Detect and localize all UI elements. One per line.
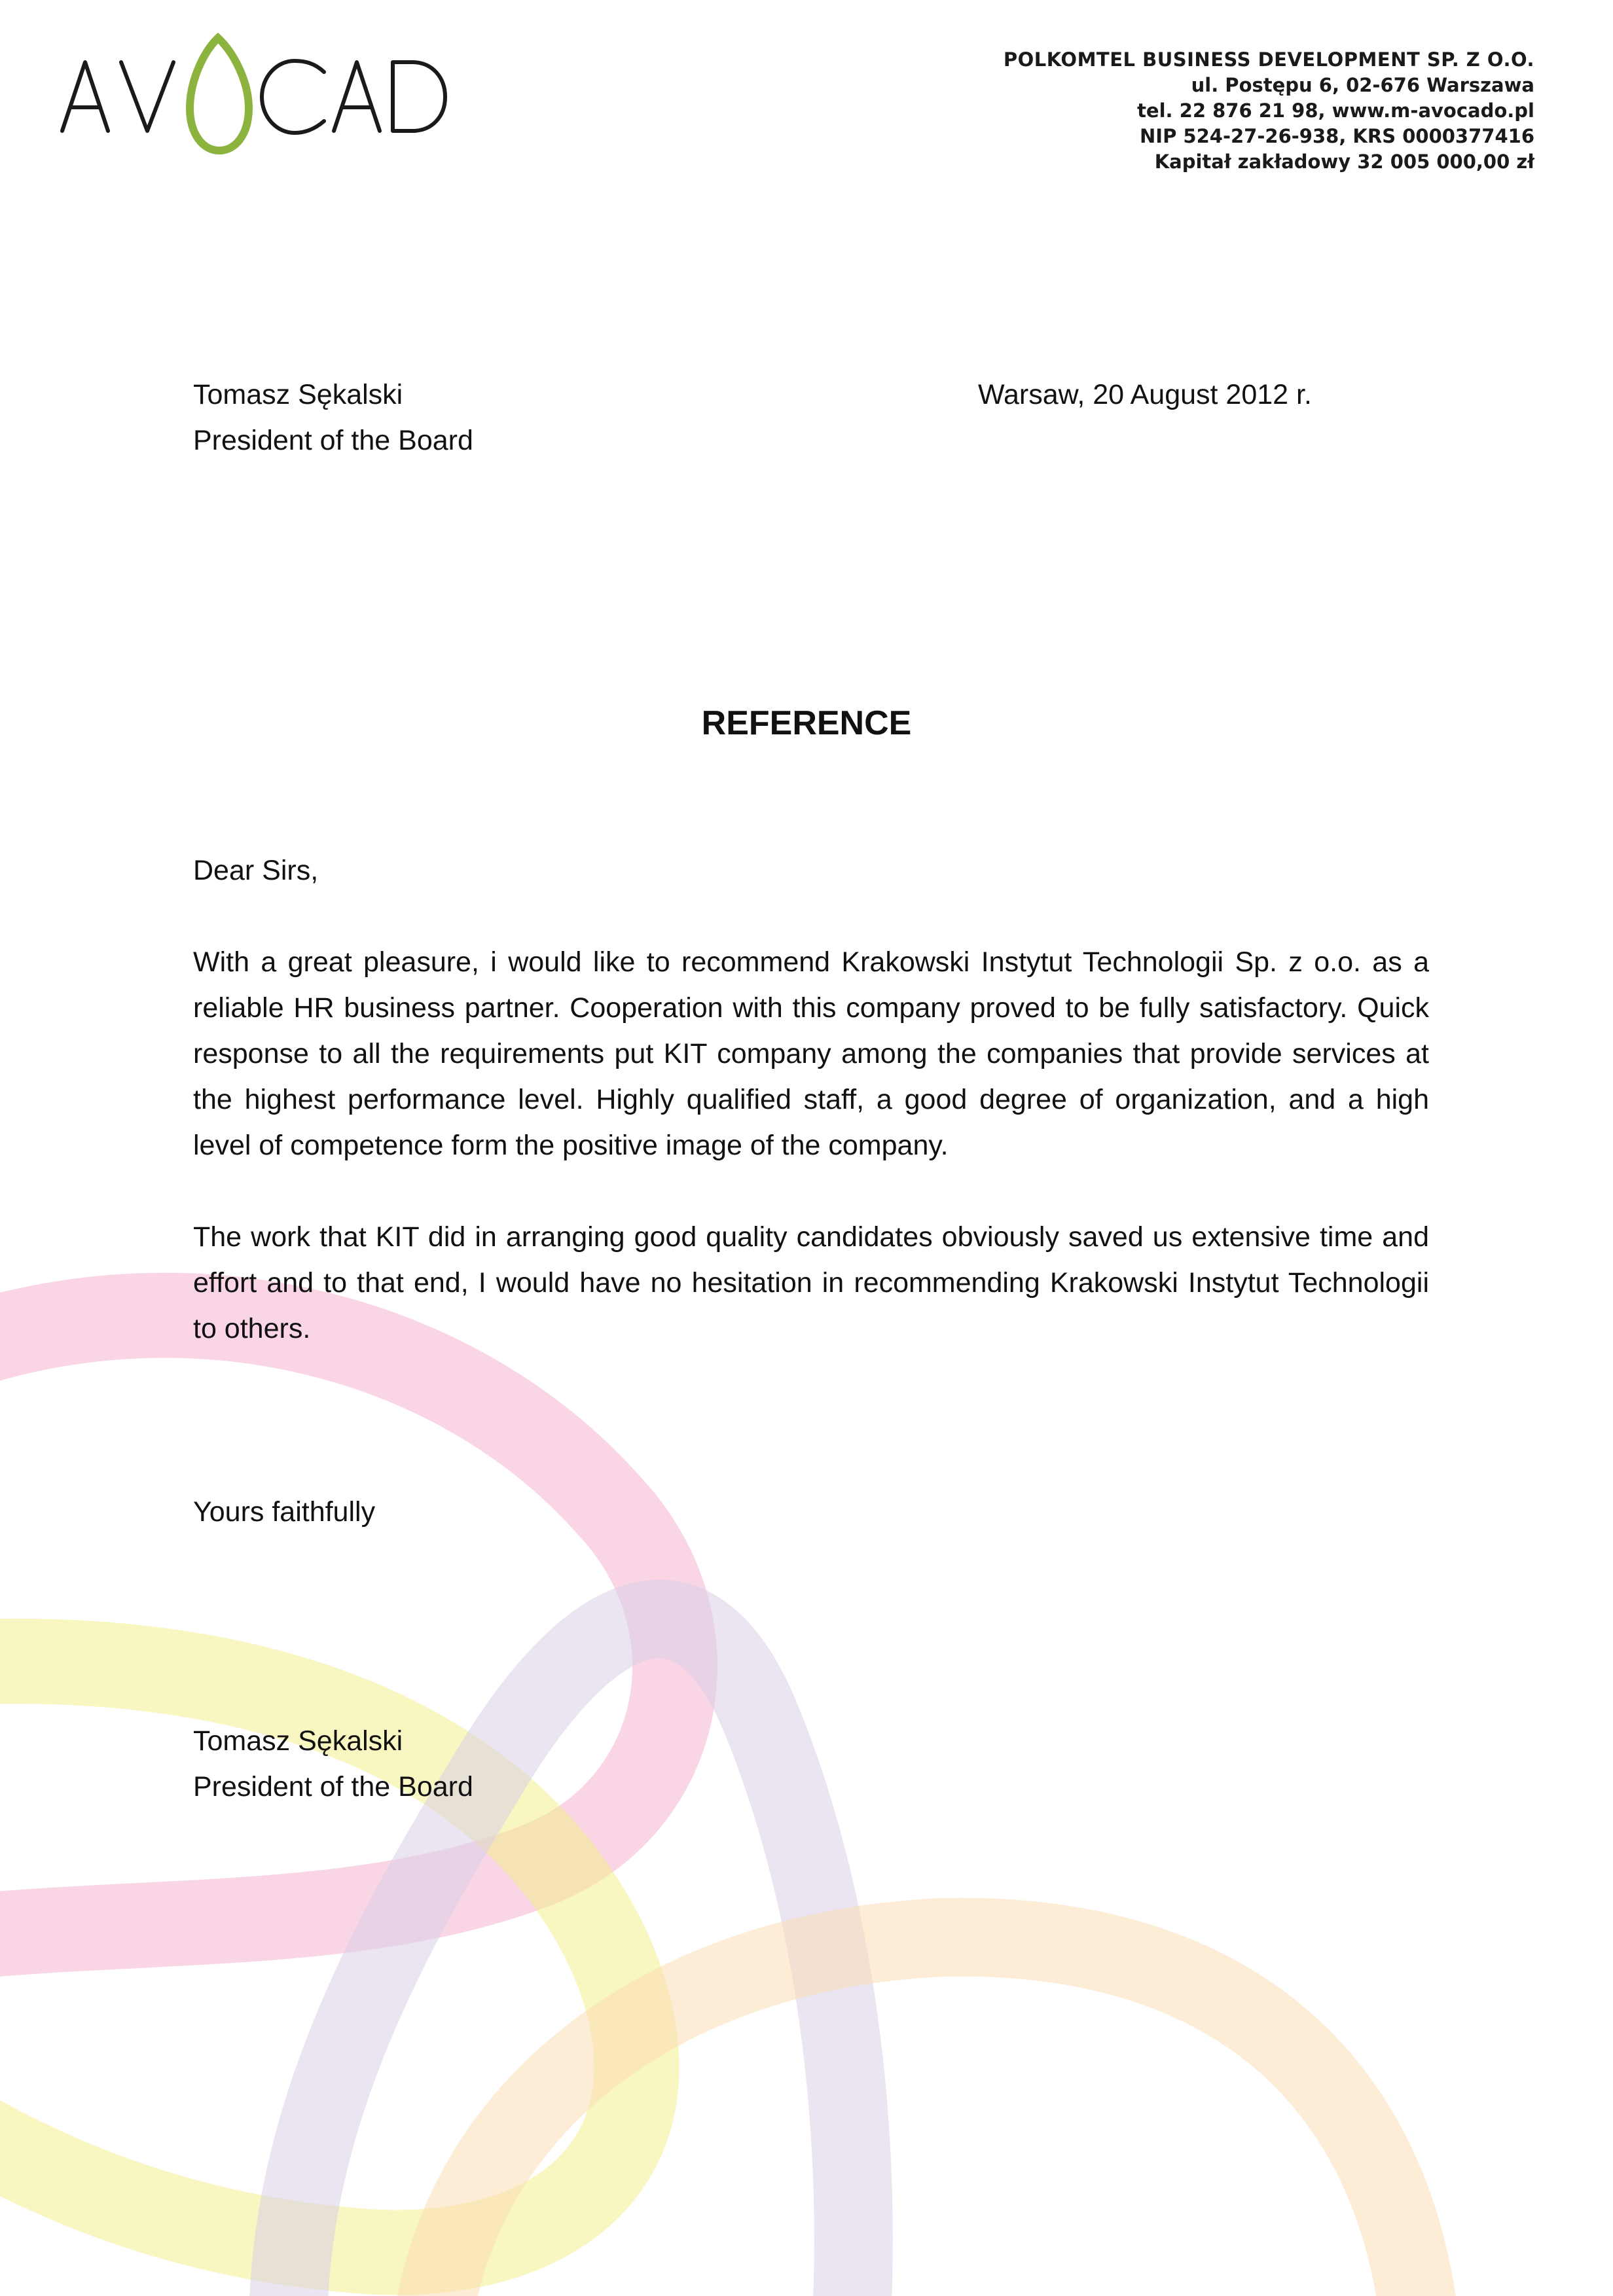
company-address: ul. Postępu 6, 02-676 Warszawa	[1191, 74, 1534, 96]
sender-block	[193, 372, 473, 463]
signature-name: Tomasz Sękalski	[193, 1725, 403, 1757]
signature-block	[193, 1718, 473, 1810]
company-registry: NIP 524-27-26-938, KRS 0000377416	[1140, 125, 1534, 147]
avocado-logo-leaf	[190, 38, 249, 151]
body-paragraph-2: The work that KIT did in arranging good quality candidates obviously saved us extensive time and effort and to that end, I would have no hesitation in recommending Krakowski Instytut Technologii to others.	[193, 1221, 1429, 1344]
signature-title: President of the Board	[193, 1771, 473, 1803]
avocado-logo-letters	[62, 61, 445, 133]
body-paragraph-1: With a great pleasure, i would like to recommend Krakowski Instytut Technologii Sp. z o.o. as a reliable HR business partner. Cooperation with this company proved to be fully satisfactory. Quick response to all the requirements put KIT company among the companies that provide services at the highest performance level. Highly qualified staff, a good degree of organization, and a high level of competence form the positive image of the company.	[193, 946, 1429, 1161]
avocado-logo	[56, 26, 488, 157]
greeting: Dear Sirs,	[193, 855, 319, 886]
company-name: POLKOMTEL BUSINESS DEVELOPMENT SP. Z O.O.	[1003, 48, 1534, 71]
company-details	[814, 47, 1534, 175]
sender-title: President of the Board	[193, 425, 473, 456]
letter-date: Warsaw, 20 August 2012 r.	[978, 379, 1312, 410]
sender-name: Tomasz Sękalski	[193, 379, 403, 410]
company-capital: Kapitał zakładowy 32 005 000,00 zł	[1154, 151, 1534, 173]
document-title: REFERENCE	[701, 704, 912, 742]
closing: Yours faithfully	[193, 1496, 376, 1528]
company-contact: tel. 22 876 21 98, www.m-avocado.pl	[1137, 99, 1534, 122]
